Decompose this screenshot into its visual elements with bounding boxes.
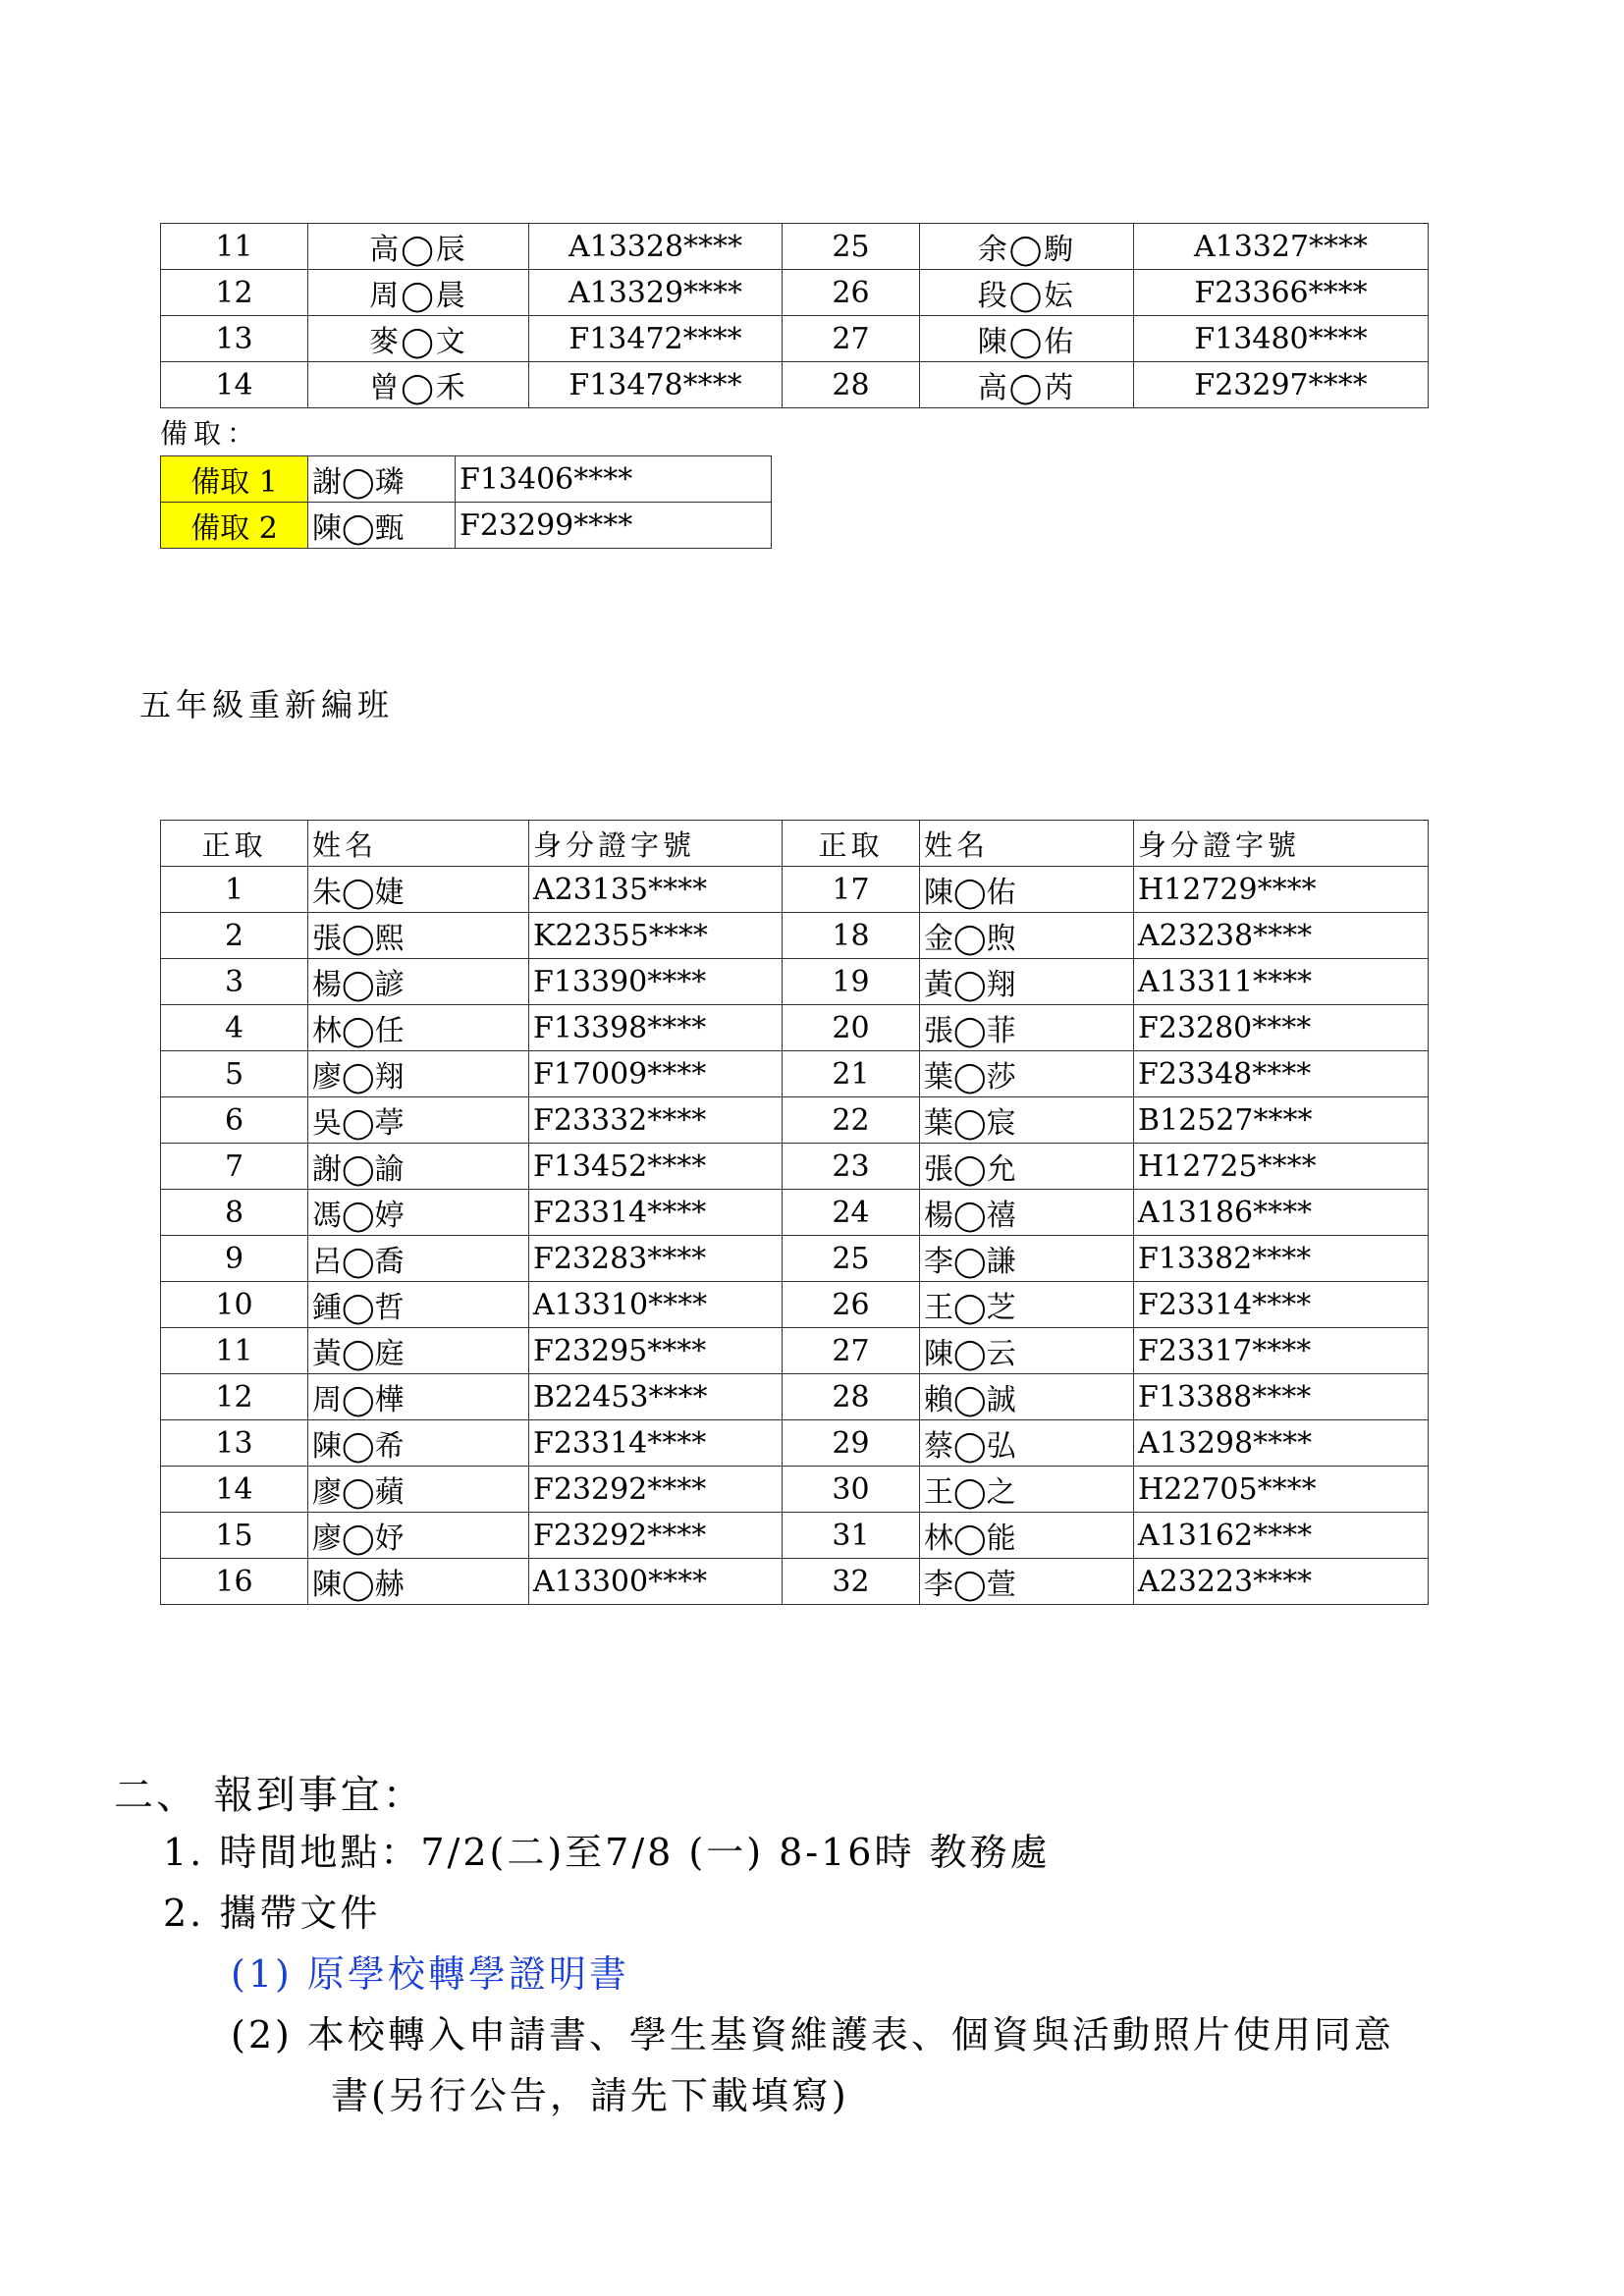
rank-cell: 29 (783, 1420, 920, 1467)
name-cell: 李◯謙 (920, 1236, 1134, 1282)
name-cell: 張◯熙 (308, 913, 529, 959)
rank-cell: 31 (783, 1513, 920, 1559)
id-cell: A13329**** (529, 270, 783, 316)
name-cell: 陳◯甄 (308, 503, 456, 549)
rank-cell: 6 (161, 1097, 308, 1144)
id-cell: F23348**** (1134, 1051, 1429, 1097)
id-cell: F23299**** (456, 503, 772, 549)
rank-cell: 27 (783, 1328, 920, 1374)
name-cell: 黃◯庭 (308, 1328, 529, 1374)
column-header: 身分證字號 (529, 821, 783, 867)
id-cell: A13162**** (1134, 1513, 1429, 1559)
table-row (161, 1144, 1429, 1190)
name-cell: 高◯芮 (920, 362, 1134, 408)
id-cell: A13328**** (529, 224, 783, 270)
rank-cell: 17 (783, 867, 920, 913)
rank-cell: 15 (161, 1513, 308, 1559)
name-cell: 賴◯誠 (920, 1374, 1134, 1420)
id-cell: A23238**** (1134, 913, 1429, 959)
id-cell: F13480**** (1134, 316, 1429, 362)
name-cell: 李◯萱 (920, 1559, 1134, 1605)
rank-cell: 16 (161, 1559, 308, 1605)
name-cell: 陳◯佑 (920, 867, 1134, 913)
rank-cell: 12 (161, 1374, 308, 1420)
name-cell: 廖◯妤 (308, 1513, 529, 1559)
rank-cell: 22 (783, 1097, 920, 1144)
table-row (161, 1051, 1429, 1097)
rank-cell: 8 (161, 1190, 308, 1236)
id-cell: F23314**** (1134, 1282, 1429, 1328)
table-row (161, 270, 1429, 316)
name-cell: 金◯煦 (920, 913, 1134, 959)
rank-cell: 28 (783, 1374, 920, 1420)
rank-cell: 24 (783, 1190, 920, 1236)
rank-cell: 13 (161, 1420, 308, 1467)
rank-cell: 9 (161, 1236, 308, 1282)
id-cell: A13327**** (1134, 224, 1429, 270)
name-cell: 段◯妘 (920, 270, 1134, 316)
rank-cell: 13 (161, 316, 308, 362)
name-cell: 葉◯莎 (920, 1051, 1134, 1097)
rank-cell: 4 (161, 1005, 308, 1051)
name-cell: 曾◯禾 (308, 362, 529, 408)
backup-label: 備取： (160, 417, 261, 450)
name-cell: 馮◯婷 (308, 1190, 529, 1236)
section2-heading: 二、 報到事宜： (114, 1773, 425, 1818)
table-row (161, 1420, 1429, 1467)
name-cell: 周◯樺 (308, 1374, 529, 1420)
rank-cell: 7 (161, 1144, 308, 1190)
id-cell: F23292**** (529, 1513, 783, 1559)
name-cell: 陳◯赫 (308, 1559, 529, 1605)
column-header: 正取 (783, 821, 920, 867)
name-cell: 林◯任 (308, 1005, 529, 1051)
backup-rank-cell: 備取 2 (161, 503, 308, 549)
grade5-table (160, 820, 1429, 1605)
rank-cell: 1 (161, 867, 308, 913)
id-cell: A23223**** (1134, 1559, 1429, 1605)
id-cell: F23280**** (1134, 1005, 1429, 1051)
id-cell: F13390**** (529, 959, 783, 1005)
rank-cell: 20 (783, 1005, 920, 1051)
rank-cell: 30 (783, 1467, 920, 1513)
id-cell: A13298**** (1134, 1420, 1429, 1467)
table-row (161, 503, 772, 549)
table-row (161, 1236, 1429, 1282)
id-cell: F13388**** (1134, 1374, 1429, 1420)
id-cell: F23366**** (1134, 270, 1429, 316)
rank-cell: 27 (783, 316, 920, 362)
id-cell: F23314**** (529, 1420, 783, 1467)
name-cell: 謝◯諭 (308, 1144, 529, 1190)
column-header: 身分證字號 (1134, 821, 1429, 867)
name-cell: 陳◯云 (920, 1328, 1134, 1374)
table-row (161, 1282, 1429, 1328)
section2-item1: 1. 時間地點：7/2(二)至7/8 (一) 8-16時 教務處 (163, 1831, 1051, 1874)
id-cell: F13406**** (456, 456, 772, 503)
rank-cell: 18 (783, 913, 920, 959)
id-cell: F17009**** (529, 1051, 783, 1097)
column-header: 姓名 (308, 821, 529, 867)
id-cell: A13186**** (1134, 1190, 1429, 1236)
rank-cell: 10 (161, 1282, 308, 1328)
table-header-row (161, 821, 1429, 867)
id-cell: F23297**** (1134, 362, 1429, 408)
backup-table (160, 455, 772, 549)
name-cell: 麥◯文 (308, 316, 529, 362)
id-cell: A13310**** (529, 1282, 783, 1328)
id-cell: A23135**** (529, 867, 783, 913)
table-row (161, 456, 772, 503)
table-row (161, 362, 1429, 408)
table-row (161, 316, 1429, 362)
column-header: 正取 (161, 821, 308, 867)
name-cell: 楊◯諺 (308, 959, 529, 1005)
name-cell: 林◯能 (920, 1513, 1134, 1559)
name-cell: 王◯之 (920, 1467, 1134, 1513)
name-cell: 王◯芝 (920, 1282, 1134, 1328)
rank-cell: 14 (161, 362, 308, 408)
rank-cell: 3 (161, 959, 308, 1005)
section2-sub1: (1) 原學校轉學證明書 (231, 1952, 629, 1996)
table-row (161, 224, 1429, 270)
id-cell: F23283**** (529, 1236, 783, 1282)
id-cell: F13452**** (529, 1144, 783, 1190)
grade5-title: 五年級重新編班 (139, 686, 395, 723)
table-row (161, 1513, 1429, 1559)
name-cell: 陳◯希 (308, 1420, 529, 1467)
table-row (161, 913, 1429, 959)
id-cell: F13398**** (529, 1005, 783, 1051)
name-cell: 高◯辰 (308, 224, 529, 270)
rank-cell: 14 (161, 1467, 308, 1513)
id-cell: H12725**** (1134, 1144, 1429, 1190)
id-cell: F13382**** (1134, 1236, 1429, 1282)
name-cell: 張◯菲 (920, 1005, 1134, 1051)
table-row (161, 959, 1429, 1005)
rank-cell: 23 (783, 1144, 920, 1190)
section2-sub2-line2: 書(另行公告，請先下載填寫) (331, 2074, 849, 2117)
section2-sub2-line1: (2) 本校轉入申請書、學生基資維護表、個資與活動照片使用同意 (231, 2013, 1394, 2056)
id-cell: B22453**** (529, 1374, 783, 1420)
id-cell: F23292**** (529, 1467, 783, 1513)
id-cell: F23314**** (529, 1190, 783, 1236)
rank-cell: 26 (783, 1282, 920, 1328)
id-cell: F23295**** (529, 1328, 783, 1374)
table-row (161, 1097, 1429, 1144)
rank-cell: 5 (161, 1051, 308, 1097)
rank-cell: 11 (161, 1328, 308, 1374)
id-cell: B12527**** (1134, 1097, 1429, 1144)
table-row (161, 1559, 1429, 1605)
name-cell: 鍾◯哲 (308, 1282, 529, 1328)
name-cell: 陳◯佑 (920, 316, 1134, 362)
name-cell: 蔡◯弘 (920, 1420, 1134, 1467)
table-row (161, 1328, 1429, 1374)
id-cell: K22355**** (529, 913, 783, 959)
table-row (161, 1467, 1429, 1513)
name-cell: 楊◯禧 (920, 1190, 1134, 1236)
name-cell: 吳◯葶 (308, 1097, 529, 1144)
rank-cell: 2 (161, 913, 308, 959)
id-cell: H22705**** (1134, 1467, 1429, 1513)
rank-cell: 32 (783, 1559, 920, 1605)
id-cell: F13472**** (529, 316, 783, 362)
rank-cell: 21 (783, 1051, 920, 1097)
id-cell: F13478**** (529, 362, 783, 408)
name-cell: 黃◯翔 (920, 959, 1134, 1005)
name-cell: 余◯駒 (920, 224, 1134, 270)
table-row (161, 867, 1429, 913)
name-cell: 周◯晨 (308, 270, 529, 316)
name-cell: 廖◯蘋 (308, 1467, 529, 1513)
id-cell: A13311**** (1134, 959, 1429, 1005)
section2-item2: 2. 攜帶文件 (163, 1892, 381, 1935)
rank-cell: 26 (783, 270, 920, 316)
table-row (161, 1190, 1429, 1236)
name-cell: 廖◯翔 (308, 1051, 529, 1097)
id-cell: H12729**** (1134, 867, 1429, 913)
id-cell: A13300**** (529, 1559, 783, 1605)
id-cell: F23317**** (1134, 1328, 1429, 1374)
table-row (161, 1374, 1429, 1420)
id-cell: F23332**** (529, 1097, 783, 1144)
name-cell: 葉◯宸 (920, 1097, 1134, 1144)
name-cell: 謝◯璘 (308, 456, 456, 503)
name-cell: 呂◯喬 (308, 1236, 529, 1282)
rank-cell: 25 (783, 224, 920, 270)
rank-cell: 28 (783, 362, 920, 408)
top-student-table (160, 223, 1429, 408)
rank-cell: 11 (161, 224, 308, 270)
rank-cell: 25 (783, 1236, 920, 1282)
name-cell: 朱◯婕 (308, 867, 529, 913)
backup-rank-cell: 備取 1 (161, 456, 308, 503)
table-row (161, 1005, 1429, 1051)
rank-cell: 12 (161, 270, 308, 316)
column-header: 姓名 (920, 821, 1134, 867)
name-cell: 張◯允 (920, 1144, 1134, 1190)
rank-cell: 19 (783, 959, 920, 1005)
